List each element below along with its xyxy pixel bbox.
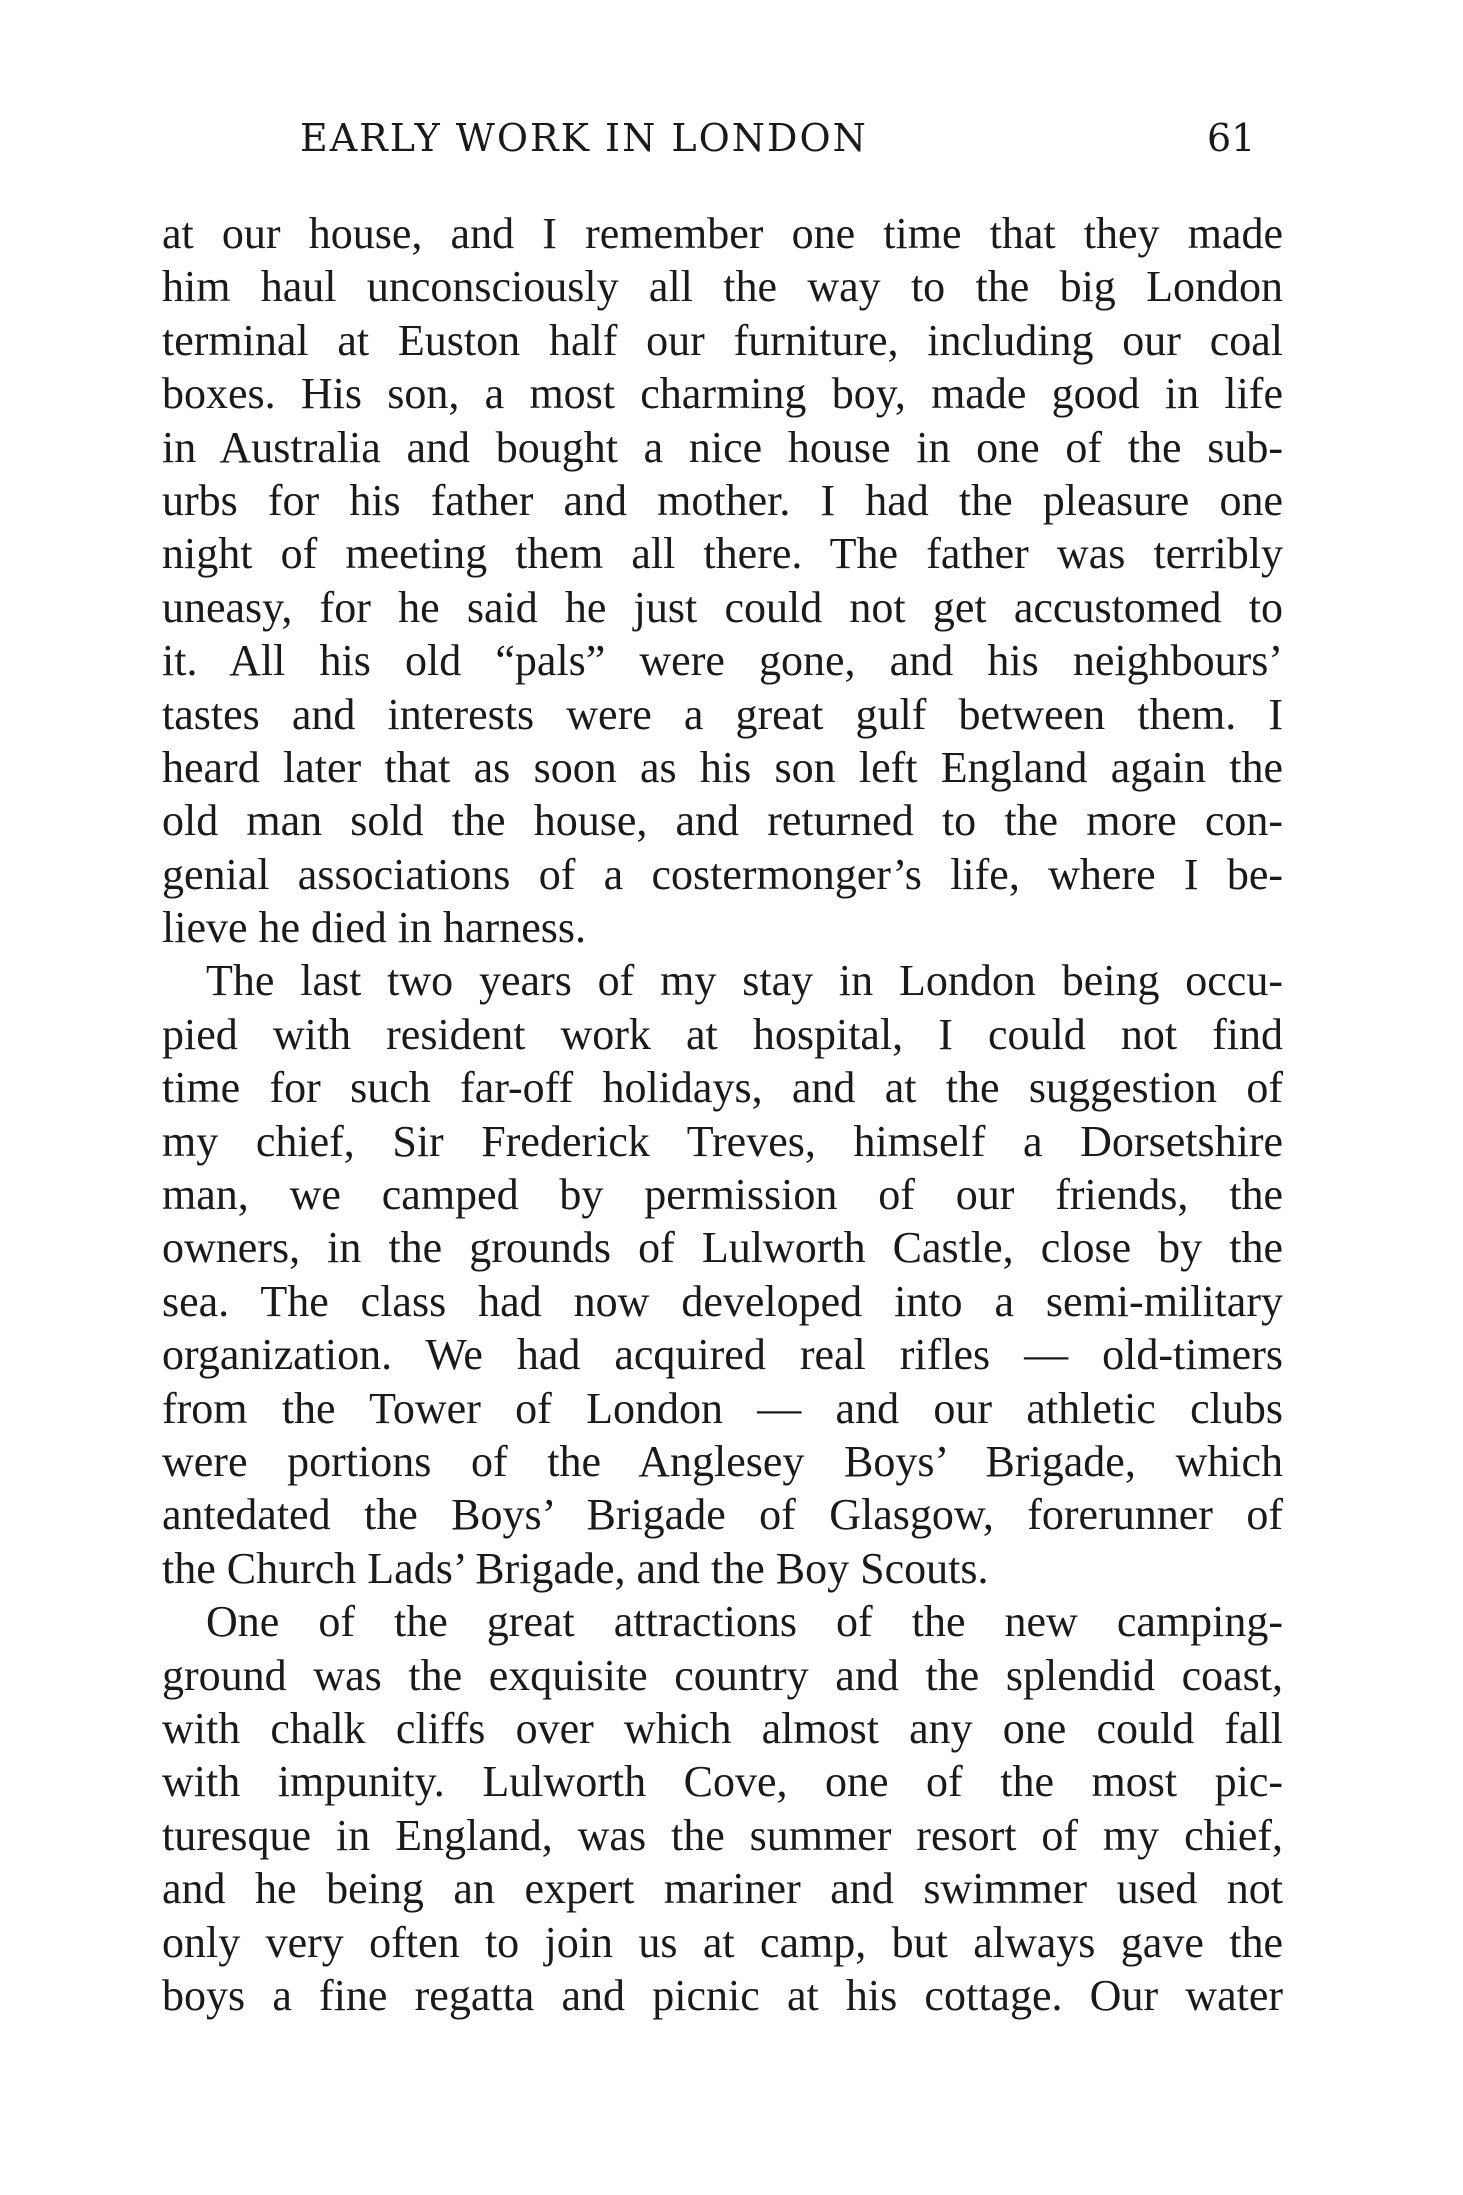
- text-line: ground was the exquisite country and the splendid coast,: [162, 1650, 1283, 1700]
- text-line: man, we camped by permission of our friends, the: [162, 1170, 1283, 1220]
- text-line: boys a fine regatta and picnic at his cottage. Our water: [162, 1970, 1283, 2020]
- text-line: were portions of the Anglesey Boys’ Brigade, which: [162, 1436, 1283, 1486]
- body-text: [162, 207, 1283, 2022]
- running-head-title: EARLY WORK IN LONDON: [300, 116, 868, 160]
- text-line: urbs for his father and mother. I had the pleasure one: [162, 475, 1283, 525]
- text-line: One of the great attractions of the new camping-: [206, 1597, 1283, 1647]
- text-line: night of meeting them all there. The father was terribly: [162, 529, 1283, 579]
- text-line: antedated the Boys’ Brigade of Glasgow, forerunner of: [162, 1490, 1283, 1540]
- text-line: tastes and interests were a great gulf between them. I: [162, 689, 1283, 739]
- page-number: 61: [1207, 116, 1256, 160]
- text-line: turesque in England, was the summer resort of my chief,: [162, 1810, 1283, 1860]
- text-line: boxes. His son, a most charming boy, made good in life: [162, 369, 1283, 419]
- text-line: only very often to join us at camp, but always gave the: [162, 1917, 1283, 1967]
- text-line: it. All his old “pals” were gone, and his neighbours’: [162, 636, 1283, 686]
- text-line: terminal at Euston half our furniture, including our coal: [162, 315, 1283, 365]
- text-line: old man sold the house, and returned to the more con-: [162, 796, 1283, 846]
- text-line: sea. The class had now developed into a semi-military: [162, 1276, 1283, 1326]
- text-line: pied with resident work at hospital, I could not find: [162, 1009, 1283, 1059]
- text-line: with chalk cliffs over which almost any one could fall: [162, 1703, 1283, 1753]
- text-line: with impunity. Lulworth Cove, one of the most pic-: [162, 1757, 1283, 1807]
- text-line: organization. We had acquired real rifles — old-timers: [162, 1330, 1283, 1380]
- text-line: genial associations of a costermonger’s life, where I be-: [162, 849, 1283, 899]
- text-line: lieve he died in harness.: [162, 903, 586, 953]
- text-line: heard later that as soon as his son left England again the: [162, 742, 1283, 792]
- text-line: owners, in the grounds of Lulworth Castle, close by the: [162, 1223, 1283, 1273]
- text-line: the Church Lads’ Brigade, and the Boy Scouts.: [162, 1543, 989, 1593]
- text-line: him haul unconsciously all the way to the big London: [162, 262, 1283, 312]
- text-line: The last two years of my stay in London being occu-: [206, 956, 1283, 1006]
- text-line: uneasy, for he said he just could not get accustomed to: [162, 582, 1283, 632]
- text-line: time for such far-off holidays, and at the suggestion of: [162, 1063, 1283, 1113]
- text-line: at our house, and I remember one time that they made: [162, 209, 1283, 258]
- text-line: my chief, Sir Frederick Treves, himself a Dorsetshire: [162, 1116, 1283, 1166]
- text-line: in Australia and bought a nice house in one of the sub-: [162, 422, 1283, 472]
- text-line: from the Tower of London — and our athletic clubs: [162, 1383, 1283, 1433]
- text-line: and he being an expert mariner and swimmer used not: [162, 1864, 1283, 1914]
